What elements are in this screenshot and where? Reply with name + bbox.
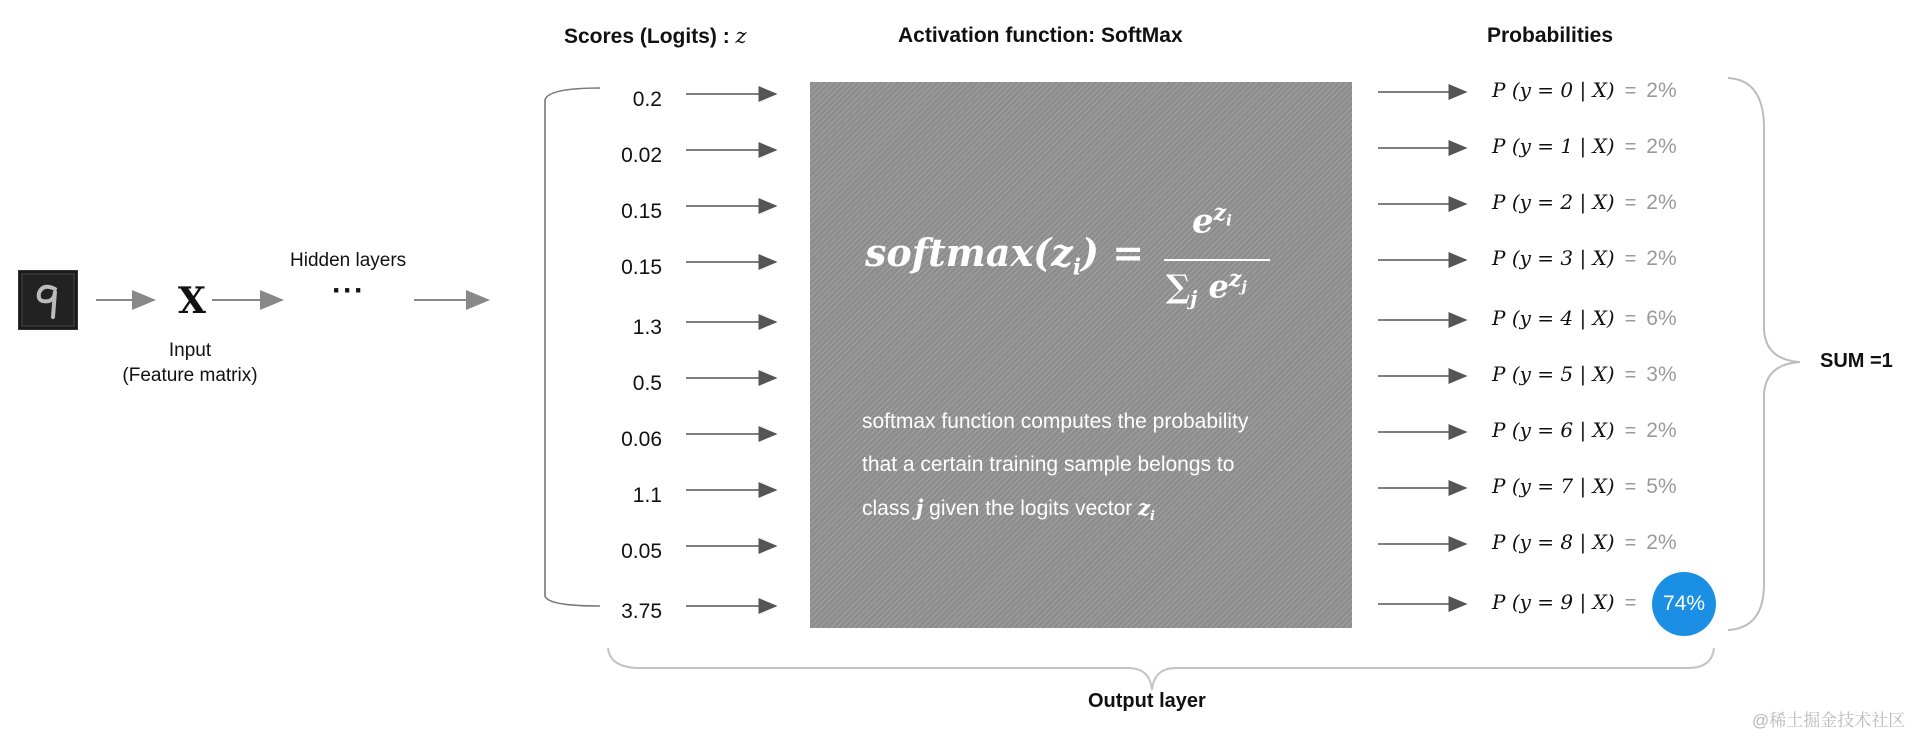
probability-equals: =: [1624, 476, 1637, 498]
softmax-formula-lhs: [865, 230, 1144, 281]
probability-row: [1492, 306, 1677, 331]
probability-percent: 5%: [1646, 475, 1677, 498]
activation-header: Activation function: SoftMax: [898, 24, 1183, 47]
numerator-base: e: [1192, 201, 1214, 242]
softmax-box: [810, 82, 1352, 628]
scores-header-text: Scores (Logits) :: [564, 25, 730, 48]
probability-label: P (y = 8 | X): [1492, 530, 1615, 554]
probability-percent: 2%: [1646, 419, 1677, 442]
description-line3-zi: [1138, 495, 1155, 525]
probability-percent: 2%: [1646, 531, 1677, 554]
logit-value: 1.3: [632, 316, 662, 339]
probability-label: P (y = 6 | X): [1492, 418, 1615, 442]
description-line1: softmax function computes the probability: [862, 410, 1249, 433]
formula-lhs-text: softmax(z: [865, 230, 1073, 275]
softmax-numerator: [1192, 200, 1232, 241]
sum-label: SUM =1: [1820, 350, 1893, 372]
digit-nine-icon: [19, 271, 77, 329]
formula-lhs-close: ) =: [1081, 230, 1145, 275]
probability-label: P (y = 4 | X): [1492, 306, 1615, 330]
probability-row: [1492, 590, 1646, 615]
zi-base: z: [1138, 495, 1151, 520]
probability-equals: =: [1624, 420, 1637, 442]
logit-value: 0.5: [632, 372, 662, 395]
probability-label: P (y = 9 | X): [1492, 590, 1615, 614]
denominator-sum: ∑: [1166, 267, 1191, 306]
denominator-sup: z: [1228, 266, 1242, 292]
hidden-layers-label: Hidden layers: [290, 250, 407, 271]
logit-arrows: [686, 94, 776, 606]
description-line3-class: class: [862, 497, 910, 520]
softmax-denominator: [1166, 266, 1247, 310]
digit-image: [18, 270, 78, 330]
probability-percent: 2%: [1646, 79, 1677, 102]
probability-percent: 2%: [1646, 135, 1677, 158]
zi-sub: i: [1150, 509, 1155, 525]
probability-percent: 2%: [1646, 247, 1677, 270]
sum-brace: [1728, 78, 1800, 630]
probability-label: P (y = 5 | X): [1492, 362, 1615, 386]
fraction-bar: [1164, 259, 1270, 261]
watermark: @稀土掘金技术社区: [1752, 711, 1906, 730]
scores-header: [564, 24, 747, 49]
probability-percent: 6%: [1646, 307, 1677, 330]
logit-value: 0.15: [621, 200, 662, 223]
probability-label: P (y = 1 | X): [1492, 134, 1615, 158]
probabilities-header: Probabilities: [1487, 24, 1614, 47]
description-line3-text: given the logits vector: [929, 497, 1133, 520]
softmax-description: [862, 400, 1322, 538]
probability-row: [1492, 134, 1677, 159]
input-x-symbol: X: [178, 280, 206, 322]
probability-percent: 3%: [1646, 363, 1677, 386]
input-label-line2: (Feature matrix): [122, 365, 258, 386]
probability-equals: =: [1624, 80, 1637, 102]
logit-value: 0.02: [621, 144, 662, 167]
logit-value: 3.75: [621, 600, 662, 623]
probability-row: [1492, 362, 1677, 387]
probability-equals: =: [1624, 532, 1637, 554]
logit-value: 0.15: [621, 256, 662, 279]
probability-label: P (y = 0 | X): [1492, 78, 1615, 102]
probability-label: P (y = 2 | X): [1492, 190, 1615, 214]
description-line3-j: j: [915, 495, 924, 520]
denominator-sum-sub: j: [1190, 286, 1198, 311]
numerator-sup-sub: i: [1226, 211, 1232, 230]
description-line3: [862, 486, 1322, 538]
logit-value: 0.06: [621, 428, 662, 451]
probability-equals: =: [1624, 592, 1637, 614]
probability-percent: 2%: [1646, 191, 1677, 214]
numerator-sup: z: [1213, 200, 1227, 226]
logit-value: 1.1: [632, 484, 662, 507]
scores-header-var: z: [735, 24, 747, 48]
probability-equals: =: [1624, 136, 1637, 158]
logit-value: 0.2: [632, 88, 662, 111]
probability-label: P (y = 7 | X): [1492, 474, 1615, 498]
max-probability-badge: [1652, 572, 1716, 636]
probability-percent: 74%: [1662, 592, 1706, 615]
logit-value: 0.05: [621, 540, 662, 563]
probability-label: P (y = 3 | X): [1492, 246, 1615, 270]
hidden-layers-dots: ···: [332, 274, 365, 307]
probability-arrows: [1378, 92, 1466, 604]
probability-equals: =: [1624, 308, 1637, 330]
denominator-base: e: [1208, 267, 1229, 306]
output-layer-brace: [608, 648, 1714, 690]
probability-equals: =: [1624, 364, 1637, 386]
probability-row: [1492, 78, 1677, 103]
probability-row: [1492, 530, 1677, 555]
probability-row: [1492, 474, 1677, 499]
probability-row: [1492, 418, 1677, 443]
input-label-line1: Input: [168, 340, 212, 361]
probability-equals: =: [1624, 192, 1637, 214]
output-layer-label: Output layer: [1088, 690, 1206, 712]
description-line2: that a certain training sample belongs to: [862, 453, 1235, 476]
denominator-sup-sub: j: [1241, 277, 1247, 296]
probability-row: [1492, 190, 1677, 215]
formula-lhs-sub: i: [1072, 254, 1082, 281]
probability-equals: =: [1624, 248, 1637, 270]
input-label: [110, 338, 270, 388]
probability-row: [1492, 246, 1677, 271]
